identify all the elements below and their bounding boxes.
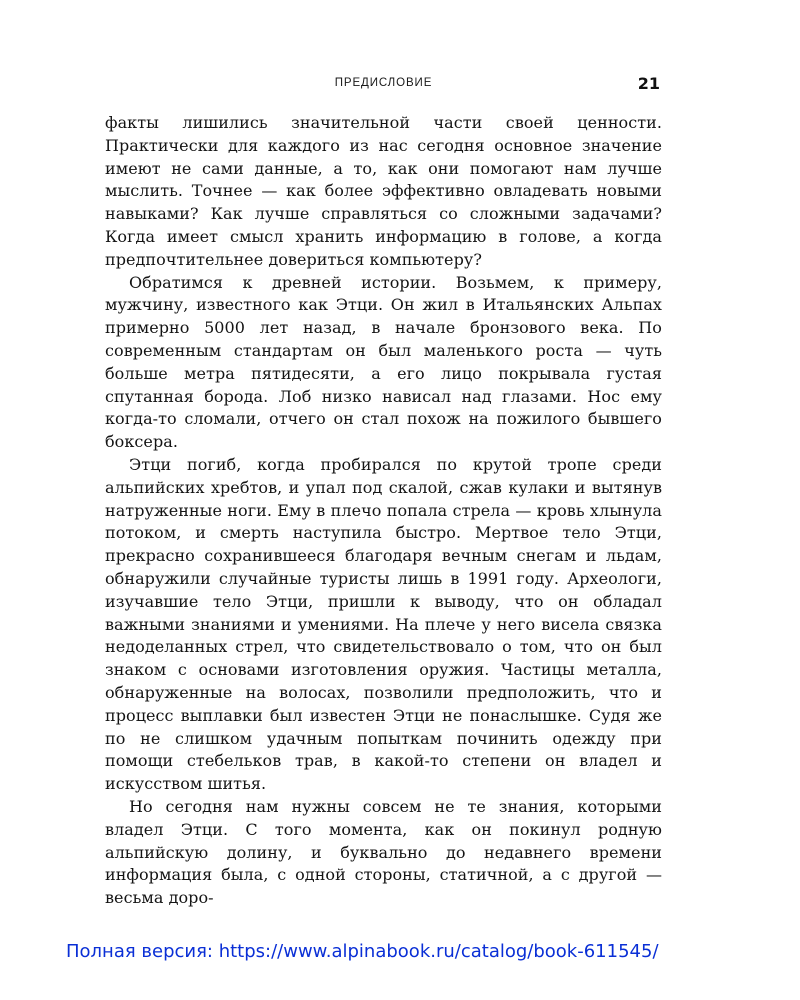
running-title: ПРЕДИСЛОВИЕ (334, 77, 433, 89)
paragraph-2: Обратимся к древней истории. Возьмем, к примеру, мужчину, известного как Этци. Он жил в Итальянских Альпах примерно 5000 лет назад, в начале бронзового века. По современным стандартам он был маленького роста — чуть больше метра пятидесяти, а его лицо покрывала густая спутанная борода. Лоб низко нависал над глазами. Нос ему когда-то сломали, отчего он стал похож на пожилого бывшего боксера. (105, 272, 662, 452)
paragraph-1: факты лишились значительной части своей ценности. Практически для каждого из нас сегодня основное значение имеют не сами данные, а то, как они помогают нам лучше мыслить. Точнее — как более эффективно овладевать новыми навыками? Как лучше справляться со сложными задачами? Когда имеет смысл хранить информацию в голове, а когда предпочтительнее довериться компьютеру? (105, 113, 662, 269)
paragraph-4: Но сегодня нам нужны совсем не те знания, которыми владел Этци. С того момента, как он покинул родную альпийскую долину, и буквально до недавнего времени информация была, с одной стороны, статичной, а с другой — весьма доро- (105, 796, 662, 908)
body-text (105, 112, 662, 910)
full-version-link[interactable]: Полная версия: https://www.alpinabook.ru/catalog/book-611545/ (66, 941, 659, 962)
page-header (105, 74, 662, 94)
paragraph-3: Этци погиб, когда пробирался по крутой тропе среди альпийских хребтов, и упал под скалой, сжав кулаки и вытянув натруженные ноги. Ему в плечо попала стрела — кровь хлынула потоком, и смерть наступила быстро. Мертвое тело Этци, прекрасно сохранившееся благодаря вечным снегам и льдам, обнаружили случайные туристы лишь в 1991 году. Археологи, изучавшие тело Этци, пришли к выводу, что он обладал важными знаниями и умениями. На плече у него висела связка недоделанных стрел, что свидетельствовало о том, что он был знаком с основами изготовления оружия. Частицы металла, обнаруженные на волосах, позволили предположить, что и процесс выплавки был известен Этци не понаслышке. Судя же по не слишком удачным попыткам починить одежду при помощи стебельков трав, в какой-то степени он владел и искусством шитья. (105, 454, 662, 794)
page-number: 21 (637, 74, 660, 93)
